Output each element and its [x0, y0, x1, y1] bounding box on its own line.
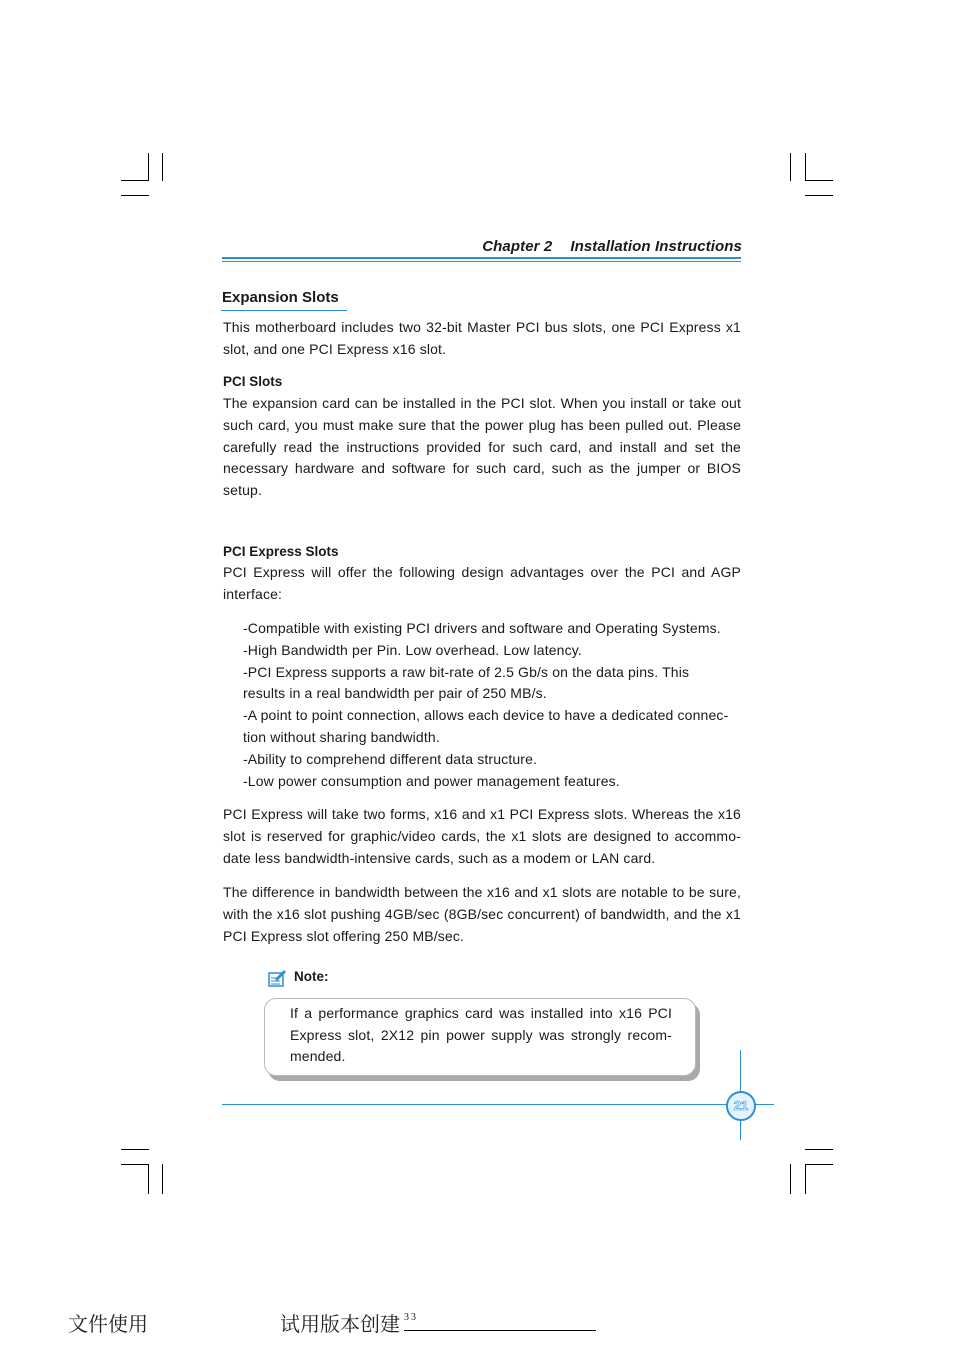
crop-mark — [805, 1149, 833, 1150]
list-item: -Low power consumption and power management features. — [243, 772, 620, 789]
advantages-list — [243, 618, 743, 792]
pci-slots-text: The expansion card can be installed in the PCI slot. When you install or take out such card, you must make sure that the power plug has been pulled out. Please carefully read the instructions provided for such card, and install and set the necessary hardware and software for such card, such as the jumper or BIOS setup. — [223, 395, 741, 499]
crop-mark — [148, 153, 149, 181]
chapter-title: Installation Instructions — [570, 238, 742, 255]
crop-mark — [805, 1164, 806, 1194]
section-title-underline — [221, 310, 347, 311]
page-number: 21 — [726, 1091, 756, 1121]
crop-mark — [790, 153, 791, 181]
footer-left-text: 文件使用 — [68, 1312, 148, 1336]
crop-mark — [121, 180, 149, 181]
crop-mark — [121, 1149, 149, 1150]
crop-mark — [148, 1164, 149, 1194]
crop-mark — [121, 195, 149, 196]
list-item: results in a real bandwidth per pair of 250 MB/s. — [243, 685, 547, 702]
chapter-header — [482, 238, 742, 255]
footer-rule — [222, 1104, 774, 1105]
crop-mark — [790, 1164, 791, 1194]
crop-mark — [121, 1164, 149, 1165]
header-rule-thin — [222, 261, 741, 262]
note-label: Note: — [294, 969, 329, 984]
note-text: If a performance graphics card was installed into x16 PCI Express slot, 2X12 pin power supply was strongly recom-mended. — [290, 1005, 672, 1065]
note-pencil-icon — [268, 969, 286, 987]
header-rule — [222, 257, 741, 259]
list-item: -Compatible with existing PCI drivers and software and Operating Systems. — [243, 620, 721, 636]
footer-center-text: 试用版本创建 — [280, 1312, 400, 1336]
section-title: Expansion Slots — [222, 289, 339, 306]
list-item: -Ability to comprehend different data structure. — [243, 750, 538, 767]
list-item: -A point to point connection, allows each device to have a dedicated connec- — [243, 707, 729, 724]
pci-express-bandwidth: The difference in bandwidth between the x16 and x1 slots are notable to be sure, with the x16 slot pushing 4GB/sec (8GB/sec concurrent) of bandwidth, and the x1 PCI Express slot offering 250 MB/sec. — [223, 884, 741, 944]
list-item: tion without sharing bandwidth. — [243, 728, 440, 745]
crop-mark — [162, 1164, 163, 1194]
crop-mark — [805, 153, 806, 181]
chapter-number: Chapter 2 — [482, 238, 553, 255]
pci-express-intro: PCI Express will offer the following design advantages over the PCI and AGP interface: — [223, 564, 741, 602]
footer-underline — [404, 1330, 596, 1331]
list-item: -High Bandwidth per Pin. Low overhead. Low latency. — [243, 641, 582, 658]
pci-slots-title: PCI Slots — [223, 374, 283, 389]
footer-number: 33 — [404, 1312, 418, 1323]
list-item: -PCI Express supports a raw bit-rate of 2.5 Gb/s on the data pins. This — [243, 663, 690, 680]
section-intro: This motherboard includes two 32-bit Master PCI bus slots, one PCI Express x1 slot, and one PCI Express x16 slot. — [223, 319, 741, 357]
pci-express-forms: PCI Express will take two forms, x16 and x1 PCI Express slots. Whereas the x16 slot is reserved for graphic/video cards, the x1 slots are designed to accommo-date less bandwidth-intensive cards, such as a modem or LAN card. — [223, 806, 741, 866]
crop-mark — [805, 180, 833, 181]
crop-mark — [162, 153, 163, 181]
crop-mark — [805, 195, 833, 196]
crop-mark — [805, 1164, 833, 1165]
pci-express-title: PCI Express Slots — [223, 544, 339, 559]
